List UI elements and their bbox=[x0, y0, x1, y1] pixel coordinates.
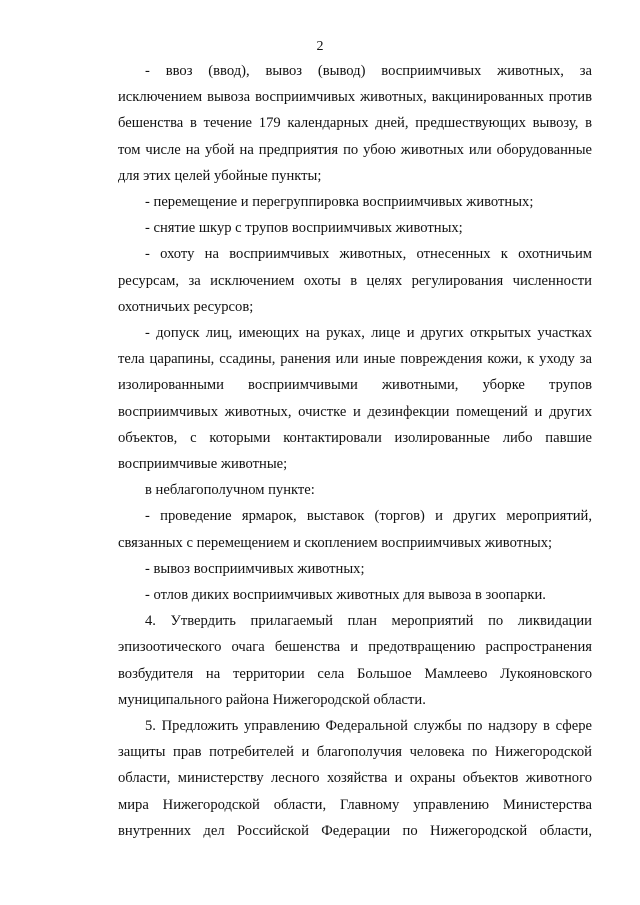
paragraph-hunting-ban: - охоту на восприимчивых животных, отнесенных к охотничьим ресурсам, за исключением охоты в целях регулирования численности охотничьих ресурсов; bbox=[118, 246, 592, 315]
paragraph-removal-ban: - вывоз восприимчивых животных; bbox=[145, 560, 365, 577]
paragraph-movement-ban: - перемещение и перегруппировка восприимчивых животных; bbox=[145, 194, 534, 211]
paragraph-import-export-ban: - ввоз (ввод), вывоз (вывод) восприимчивых животных, за исключением вывоза восприимчивых животных, вакцинированных против бешенства в течение 179 календарных дней, предшествующих вывозу, в том числе на убой на предприятия по убою животных или оборудованные для этих целей убойные пункты; bbox=[118, 63, 592, 184]
paragraph-item-4: 4. Утвердить прилагаемый план мероприятий по ликвидации эпизоотического очага бешенства и предотвращению распространения возбудителя на территории села Большое Мамлеево Лукояновского муниципального района Нижегородской области. bbox=[118, 613, 592, 708]
paragraph-wild-capture-ban: - отлов диких восприимчивых животных для вывоза в зоопарки. bbox=[145, 587, 546, 604]
paragraph-skinning-ban: - снятие шкур с трупов восприимчивых животных; bbox=[145, 220, 463, 237]
paragraph-injured-persons-ban: - допуск лиц, имеющих на руках, лице и других открытых участках тела царапины, ссадины, ранения или иные повреждения кожи, к уходу за изолированными восприимчивыми животными, уборке трупов восприимчивых животных, очистке и дезинфекции помещений и других объектов, с которыми контактировали изолированные либо павшие восприимчивые животные; bbox=[118, 325, 592, 473]
paragraph-affected-area-heading: в неблагополучном пункте: bbox=[145, 482, 315, 499]
paragraph-item-5: 5. Предложить управлению Федеральной службы по надзору в сфере защиты прав потребителей и благополучия человека по Нижегородской области, министерству лесного хозяйства и охраны объектов животного мира Нижегородской области, Главному управлению Министерства внутренних дел Российской Федерации по Нижегородской области, bbox=[118, 718, 592, 839]
document-body bbox=[118, 58, 592, 844]
page-number: 2 bbox=[316, 39, 324, 54]
paragraph-fairs-ban: - проведение ярмарок, выставок (торгов) и других мероприятий, связанных с перемещением и скоплением восприимчивых животных; bbox=[118, 508, 592, 551]
